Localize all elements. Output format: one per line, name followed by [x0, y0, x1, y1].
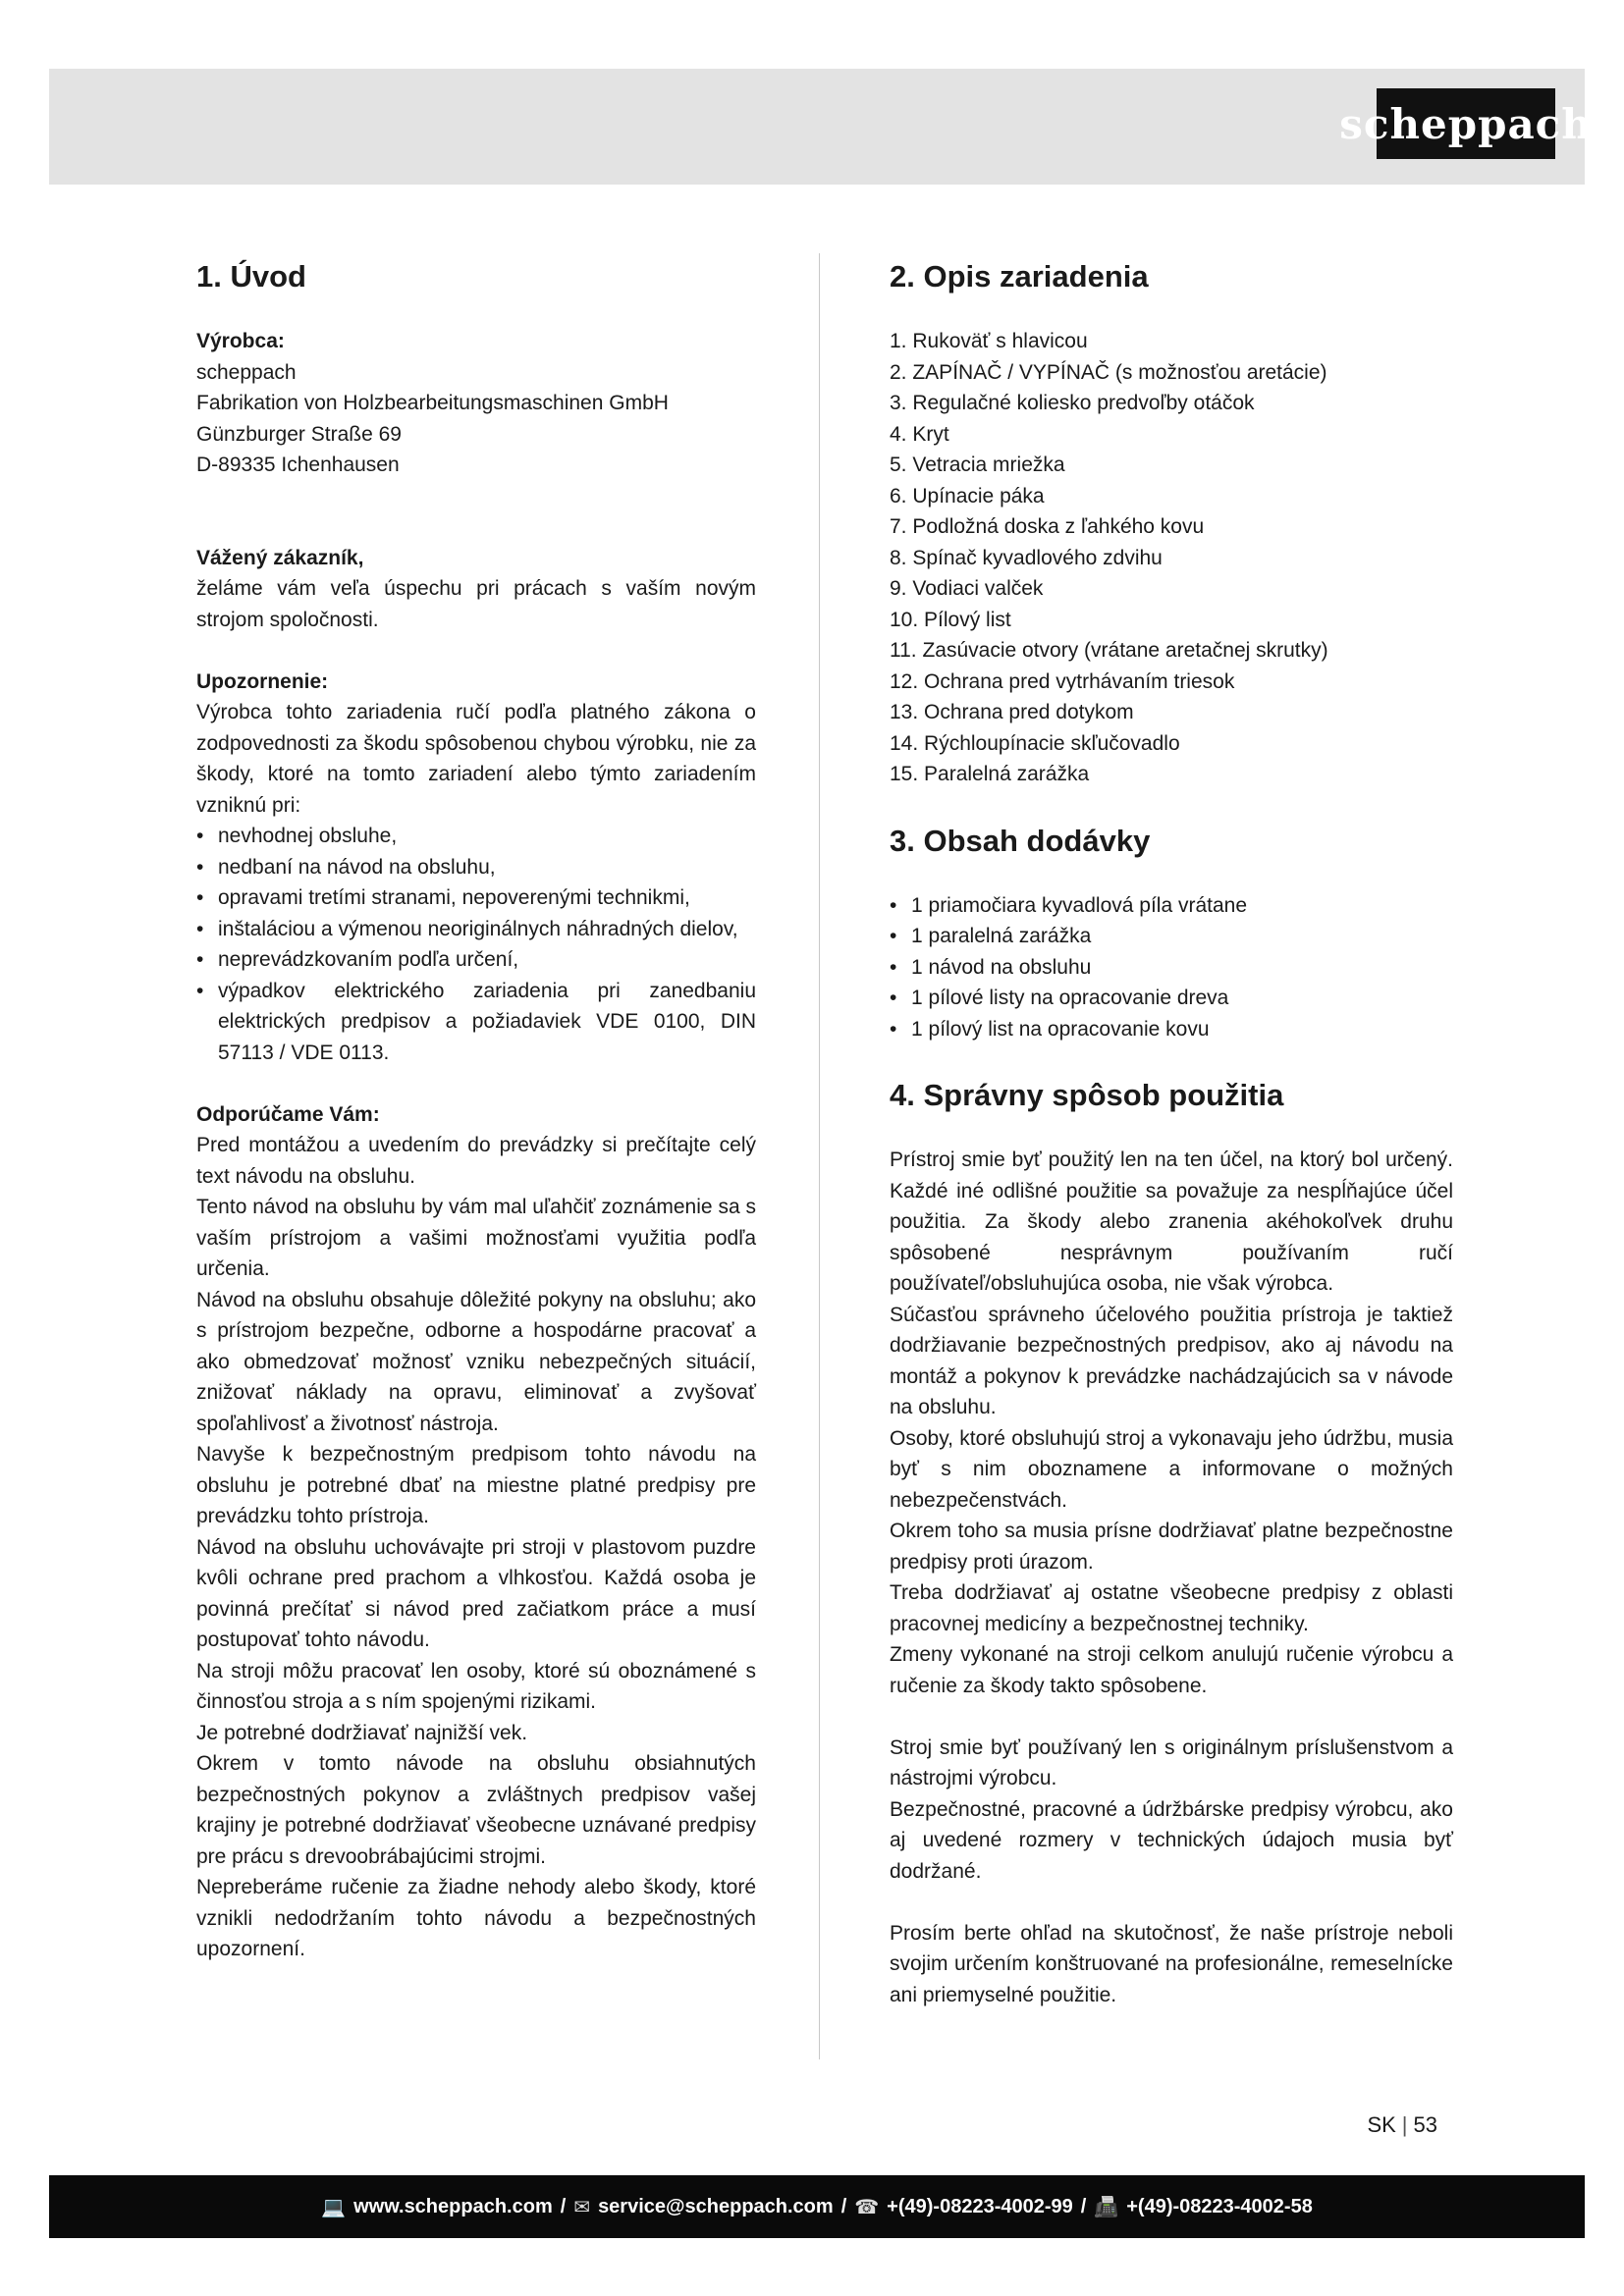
manufacturer-line: scheppach — [196, 360, 297, 384]
list-item: 13. Ochrana pred dotykom — [890, 701, 1134, 723]
list-item: 14. Rýchloupínacie skľučovadlo — [890, 731, 1180, 755]
list-item: 3. Regulačné koliesko predvoľby otáčok — [890, 392, 1255, 414]
delivery-list — [890, 890, 1453, 1045]
usage-paragraph: Stroj smie byť používaný len s originálnym príslušenstvom a nástrojmi výrobcu. — [890, 1735, 1453, 1789]
right-column — [890, 253, 1453, 2010]
footer-email[interactable]: service@scheppach.com — [598, 2195, 834, 2217]
section-4-title: 4. Správny spôsob použitia — [890, 1078, 1284, 1112]
list-item: 10. Pílový list — [890, 608, 1011, 631]
list-item: 4. Kryt — [890, 422, 949, 446]
usage-paragraph: Osoby, ktoré obsluhujú stroj a vykonavaju jeho údržbu, musia byť s nim oboznamene a informovane o možných nebezpečenstvách. — [890, 1426, 1453, 1512]
recommend-paragraph: Okrem v tomto návode na obsluhu obsiahnutých bezpečnostných pokynov a zvláštnych predpisov vašej krajiny je potrebné dodržiavať všeobecne uznávané predpisy pre prácu s drevoobrábajúcimi strojmi. — [196, 1752, 756, 1868]
recommend-paragraph: Navyše k bezpečnostným predpisom tohto návodu na obsluhu je potrebné dbať na miestne platné predpisy pre prevádzku tohto prístroja. — [196, 1443, 756, 1527]
list-item: 12. Ochrana pred vytrhávaním triesok — [890, 669, 1235, 693]
parts-list — [890, 326, 1453, 790]
footer-web[interactable]: www.scheppach.com — [353, 2195, 553, 2217]
list-item: • 1 pílový list na opracovanie kovu — [890, 1014, 1453, 1045]
list-item: • nedbaní na návod na obsluhu, — [196, 852, 756, 883]
manufacturer-address — [196, 357, 756, 481]
column-divider — [819, 253, 820, 2059]
notice-label: Upozornenie: — [196, 669, 329, 693]
list-item: • 1 priamočiara kyvadlová píla vrátane — [890, 890, 1453, 922]
list-item: 11. Zasúvacie otvory (vrátane aretačnej skrutky) — [890, 639, 1328, 662]
customer-label: Vážený zákazník, — [196, 546, 364, 569]
phone-icon: ☎ — [854, 2196, 880, 2218]
list-item: 15. Paralelná zarážka — [890, 763, 1090, 785]
recommend-paragraph: Návod na obsluhu uchovávajte pri stroji v plastovom puzdre kvôli ochrane pred prachom a vlhkosťou. Každá osoba je povinná prečítať si návod pred začiatkom práce a musí postupovať tohto návodu. — [196, 1535, 756, 1651]
usage-paragraph: Treba dodržiavať aj ostatne všeobecne predpisy z oblasti pracovnej medicíny a bezpečnostnej techniky. — [890, 1581, 1453, 1635]
footer-band: 💻 www.scheppach.com / ✉ service@scheppach.com / ☎ +(49)-08223-4002-99 / 📠 +(49)-08223-4002-58 — [49, 2175, 1585, 2238]
list-item: • výpadkov elektrického zariadenia pri zanedbaniu elektrických predpisov a požiadaviek VDE 0100, DIN 57113 / VDE 0113. — [196, 976, 756, 1069]
left-column — [196, 253, 756, 1965]
recommend-label: Odporúčame Vám: — [196, 1102, 380, 1126]
recommend-paragraph: Je potrebné dodržiavať najnižší vek. — [196, 1721, 528, 1744]
list-item: 6. Upínacie páka — [890, 484, 1045, 507]
page-number: SK | 53 — [1367, 2112, 1437, 2137]
manufacturer-line: Fabrikation von Holzbearbeitungsmaschinen GmbH — [196, 392, 669, 414]
scheppach-logo: scheppach — [1373, 88, 1555, 159]
usage-paragraph: Bezpečnostné, pracovné a údržbárske predpisy výrobcu, ako aj uvedené rozmery v technických údajoch musia byť dodržané. — [890, 1797, 1453, 1883]
list-item: • opravami tretími stranami, nepoverenými technikmi, — [196, 882, 756, 914]
manufacturer-line: Günzburger Straße 69 — [196, 422, 402, 446]
fax-icon: 📠 — [1094, 2196, 1119, 2218]
list-item: 9. Vodiaci valček — [890, 577, 1044, 600]
page-num-value: 53 — [1413, 2112, 1437, 2137]
usage-paragraph: Okrem toho sa musia prísne dodržiavať platne bezpečnostne predpisy proti úrazom. — [890, 1520, 1453, 1574]
page-lang: SK — [1367, 2112, 1396, 2137]
manufacturer-label: Výrobca: — [196, 330, 285, 352]
list-item: • nevhodnej obsluhe, — [196, 821, 756, 852]
manufacturer-line: D-89335 Ichenhausen — [196, 454, 400, 476]
section-2-title: 2. Opis zariadenia — [890, 259, 1149, 294]
footer-phone: +(49)-08223-4002-99 — [887, 2195, 1073, 2217]
list-item: • neprevádzkovaním podľa určení, — [196, 944, 756, 976]
recommend-paragraph: Návod na obsluhu obsahuje dôležité pokyny na obsluhu; ako s prístrojom bezpečne, odborne a hospodárne pracovať a ako obmedzovať možnosť vzniku nebezpečných situácií, znižovať náklady na opravu, eliminovať a zvyšovať spoľahlivosť a životnosť nástroja. — [196, 1288, 756, 1435]
customer-text: želáme vám veľa úspechu pri prácach s vaším novým strojom spoločnosti. — [196, 577, 756, 631]
list-item: 2. ZAPÍNAČ / VYPÍNAČ (s možnosťou aretácie) — [890, 360, 1327, 384]
usage-paragraph: Prosím berte ohľad na skutočnosť, že naše prístroje neboli svojim určením konštruované na profesionálne, remeselnícke ani priemyselné použitie. — [890, 1921, 1453, 2006]
list-item: 1. Rukoväť s hlavicou — [890, 330, 1088, 352]
recommend-paragraph: Na stroji môžu pracovať len osoby, ktoré sú oboznámené s činnosťou stroja a s ním spojenými rizikami. — [196, 1659, 756, 1713]
notice-list — [196, 821, 756, 1068]
list-item: 8. Spínač kyvadlového zdvihu — [890, 546, 1163, 569]
usage-paragraph: Zmeny vykonané na stroji celkom anulujú ručenie výrobcu a ručenie za škody takto spôsobene. — [890, 1643, 1453, 1697]
section-1-title: 1. Úvod — [196, 259, 306, 294]
recommend-paragraph: Tento návod na obsluhu by vám mal uľahčiť zoznámenie sa s vaším prístrojom a vašimi možnosťami využitia podľa určenia. — [196, 1196, 756, 1280]
notice-text: Výrobca tohto zariadenia ručí podľa platného zákona o zodpovednosti za škodu spôsobenou chybou výrobku, nie za škody, ktoré na tomto zariadení alebo týmto zariadením vzniknú pri: — [196, 701, 756, 817]
list-item: • 1 návod na obsluhu — [890, 952, 1453, 984]
mail-icon: ✉ — [573, 2196, 591, 2218]
list-item: • 1 pílové listy na opracovanie dreva — [890, 983, 1453, 1014]
list-item: 7. Podložná doska z ľahkého kovu — [890, 515, 1205, 538]
monitor-icon: 💻 — [321, 2196, 347, 2218]
list-item: 5. Vetracia mriežka — [890, 454, 1065, 476]
footer-fax: +(49)-08223-4002-58 — [1126, 2195, 1313, 2217]
list-item: • inštaláciou a výmenou neoriginálnych náhradných dielov, — [196, 914, 756, 945]
list-item: • 1 paralelná zarážka — [890, 921, 1453, 952]
section-3-title: 3. Obsah dodávky — [890, 823, 1151, 858]
recommend-paragraph: Nepreberáme ručenie za žiadne nehody alebo škody, ktoré vznikli nedodržaním tohto návodu a bezpečnostných upozornení. — [196, 1876, 756, 1960]
usage-paragraph: Súčasťou správneho účelového použitia prístroja je taktiež dodržiavanie bezpečnostných predpisov, ako aj návodu na montáž a pokynov k prevádzke nachádzajúcich sa v návode na obsluhu. — [890, 1303, 1453, 1418]
recommend-paragraph: Pred montážou a uvedením do prevádzky si prečítajte celý text návodu na obsluhu. — [196, 1134, 756, 1188]
usage-paragraph: Prístroj smie byť použitý len na ten účel, na ktorý bol určený. Každé iné odlišné použitie sa považuje za nespĺňajúce účel použitia. Za škody alebo zranenia akéhokoľvek druhu spôsobené nesprávnym používaním ručí používateľ/obsluhujúca osoba, nie však výrobca. — [890, 1148, 1453, 1295]
